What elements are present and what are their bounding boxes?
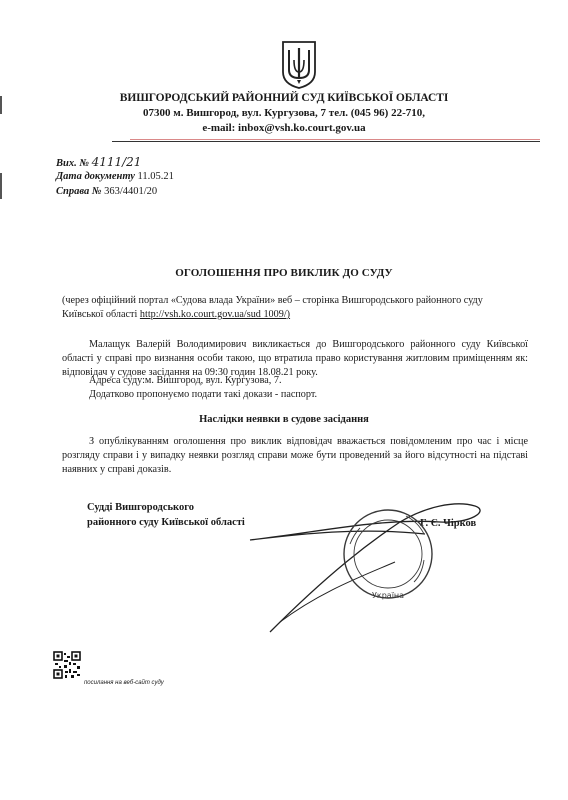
consequences-text: З опублікуванням оголошення про виклик відповідач вважається повідомленим про час і місце розгляду справи і у випадку неявки розгляд справи може бути проведений за його відсутності на підставі наявних у справі доказів. (62, 436, 528, 475)
evidence-line: Додатково пропонуємо подати такі докази - паспорт. (89, 389, 318, 400)
document-title: ОГОЛОШЕННЯ ПРО ВИКЛИК ДО СУДУ (175, 267, 393, 279)
outgoing-number (56, 155, 141, 169)
case-label: Справа № (56, 186, 102, 197)
signature-and-stamp (210, 482, 510, 642)
consequences-heading: Наслідки неявки в судове засідання (199, 414, 369, 425)
consequences-paragraph (62, 435, 528, 477)
qr-code-icon[interactable] (53, 651, 81, 679)
court-name: ВИШГОРОДСЬКИЙ РАЙОННИЙ СУД КИЇВСЬКОЇ ОБЛАСТІ (119, 92, 449, 104)
intro-paragraph (62, 294, 524, 322)
case-number (56, 186, 157, 197)
date-label: Дата документу (56, 171, 135, 182)
judge-position-line-1: Судді Вишгородського (87, 502, 194, 513)
court-email: e-mail: inbox@vsh.ko.court.gov.ua (202, 122, 366, 134)
judge-position-line-2: районного суду Київської області (87, 517, 245, 528)
outgoing-label: Вих. № (56, 158, 89, 169)
document-date (56, 171, 174, 182)
header-divider (112, 141, 540, 142)
court-address: 07300 м. Вишгород, вул. Кургузова, 7 тел. (045 96) 22-710, (142, 107, 426, 119)
intro-line-1: (через офіційний портал «Судова влада України» веб – сторінка Вишгородського районного суду (62, 295, 483, 306)
header-divider-red (130, 139, 540, 140)
court-address-line: Адреса суду:м. Вишгород, вул. Кургузова, 7. (89, 375, 282, 386)
judge-name: Г. Є. Чірков (420, 518, 477, 529)
margin-mark (0, 173, 2, 199)
trident-coat-of-arms-icon (281, 40, 317, 90)
summons-text: Малащук Валерій Володимирович викликається до Вишгородського районного суду Київської області у справі про визнання особи такою, що втратила право користування житловим приміщенням як: відповідач у судове засідання на 09:30 годин 18.08.21 року. (62, 339, 528, 378)
date-value: 11.05.21 (137, 171, 174, 182)
qr-note: посилання на веб-сайт суду (84, 680, 164, 686)
summons-paragraph (62, 338, 528, 380)
court-website-link[interactable]: http://vsh.ko.court.gov.ua/sud 1009/) (139, 309, 291, 320)
stamp-text: Україна (372, 591, 405, 600)
intro-region: Київської області (62, 309, 140, 320)
intro-line-2 (62, 308, 524, 322)
case-value: 363/4401/20 (104, 186, 158, 197)
outgoing-value: 4111/21 (91, 155, 142, 169)
